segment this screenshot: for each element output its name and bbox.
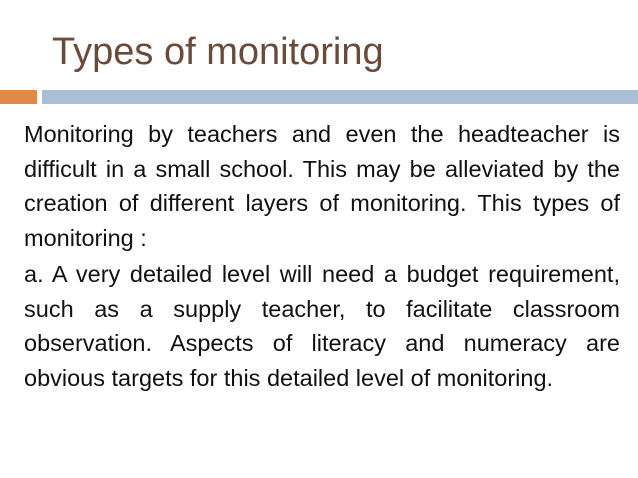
title-accent-blue-bar xyxy=(42,90,638,104)
title-accent-orange-bar xyxy=(0,90,37,104)
body-paragraph-a: a. A very detailed level will need a budget requirement, such as a supply teacher, to facilitate classroom observation. Aspects of literacy and numeracy are obvious targets for this detailed level of monitoring. xyxy=(24,261,620,391)
slide-body xyxy=(24,117,620,395)
slide-title: Types of monitoring xyxy=(52,31,384,73)
body-paragraph-intro: Monitoring by teachers and even the headteacher is difficult in a small school. This may be alleviated by the creation of different layers of monitoring. This types of monitoring : xyxy=(24,121,620,251)
